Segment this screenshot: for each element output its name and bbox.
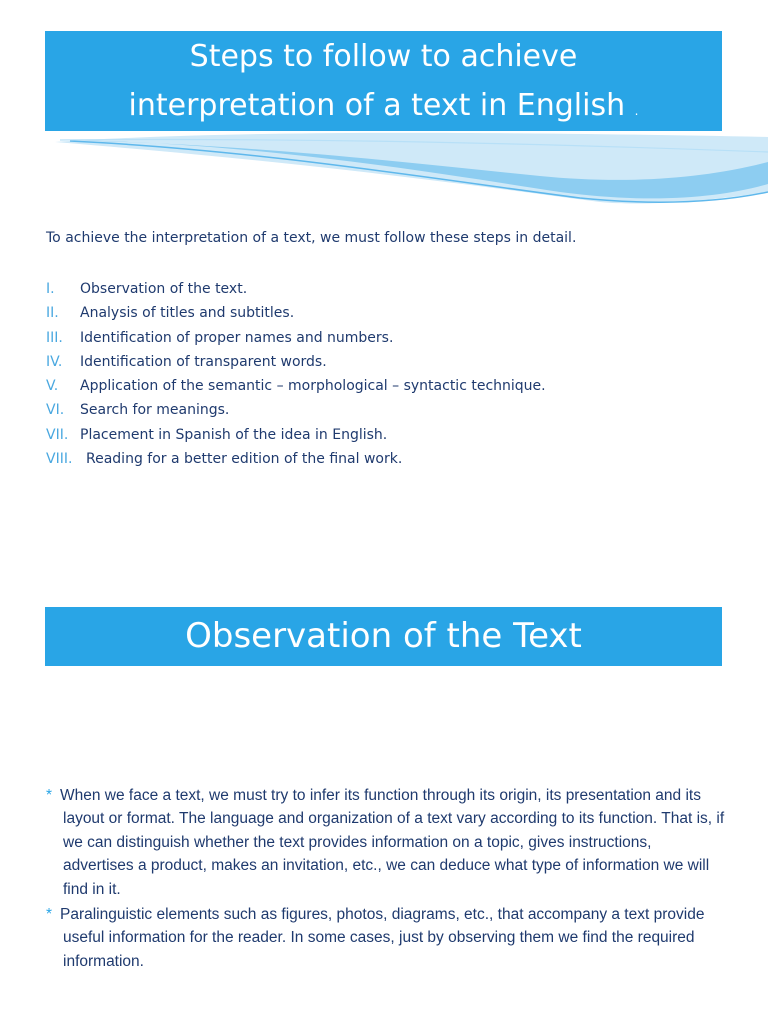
step-text: Analysis of titles and subtitles. (80, 305, 295, 322)
decorative-wave (0, 132, 768, 212)
step-numeral: I. (46, 281, 55, 297)
steps-list (46, 279, 546, 473)
bullet-marker: * (46, 787, 53, 804)
step-text: Observation of the text. (80, 281, 248, 297)
step-text: Placement in Spanish of the idea in English. (80, 426, 388, 443)
bullet-list (46, 784, 726, 975)
step-numeral: VII. (46, 426, 69, 443)
page-title-line-1: Steps to follow to achieve (189, 39, 578, 74)
page-title-line-2-text: interpretation of a text in English (128, 88, 626, 123)
step-item (46, 328, 546, 352)
step-numeral: VIII. (46, 451, 73, 468)
step-item (46, 279, 546, 303)
step-text: Identification of transparent words. (80, 353, 327, 370)
step-text: Application of the semantic – morphological – syntactic technique. (80, 378, 546, 395)
section-banner (45, 607, 722, 666)
step-item (46, 400, 546, 424)
step-item (46, 425, 546, 449)
intro-text: To achieve the interpretation of a text, we must follow these steps in detail. (46, 230, 577, 246)
page-title-trailing-dot: . (634, 104, 639, 118)
step-numeral: IV. (46, 353, 63, 370)
title-banner (45, 31, 722, 131)
step-numeral: II. (46, 305, 59, 322)
bullet-marker: * (46, 906, 53, 924)
step-text: Identification of proper names and numbers. (80, 329, 394, 346)
bullet-text: When we face a text, we must try to infer its function through its origin, its presentation and its layout or format. The language and organization of a text vary according to its function. That is, if we can distinguish whether the text provides information on a topic, gives instructions, advertises a product, makes an invitation, etc., we can deduce what type of information we will find in it. (60, 787, 725, 898)
step-item (46, 352, 546, 376)
page-title-line-2 (45, 86, 722, 131)
step-text: Search for meanings. (80, 402, 230, 419)
step-numeral: VI. (46, 402, 65, 419)
step-numeral: III. (46, 329, 63, 346)
step-text: Reading for a better edition of the final work. (86, 451, 403, 468)
bullet-text: Paralinguistic elements such as figures, photos, diagrams, etc., that accompany a text provide useful information for the reader. In some cases, just by observing them we find the required information. (60, 906, 705, 970)
step-item (46, 449, 546, 473)
bullet-item (46, 903, 726, 973)
step-item (46, 303, 546, 327)
step-numeral: V. (46, 378, 59, 395)
step-item (46, 376, 546, 400)
section-title: Observation of the Text (185, 616, 582, 656)
bullet-item (46, 784, 726, 901)
